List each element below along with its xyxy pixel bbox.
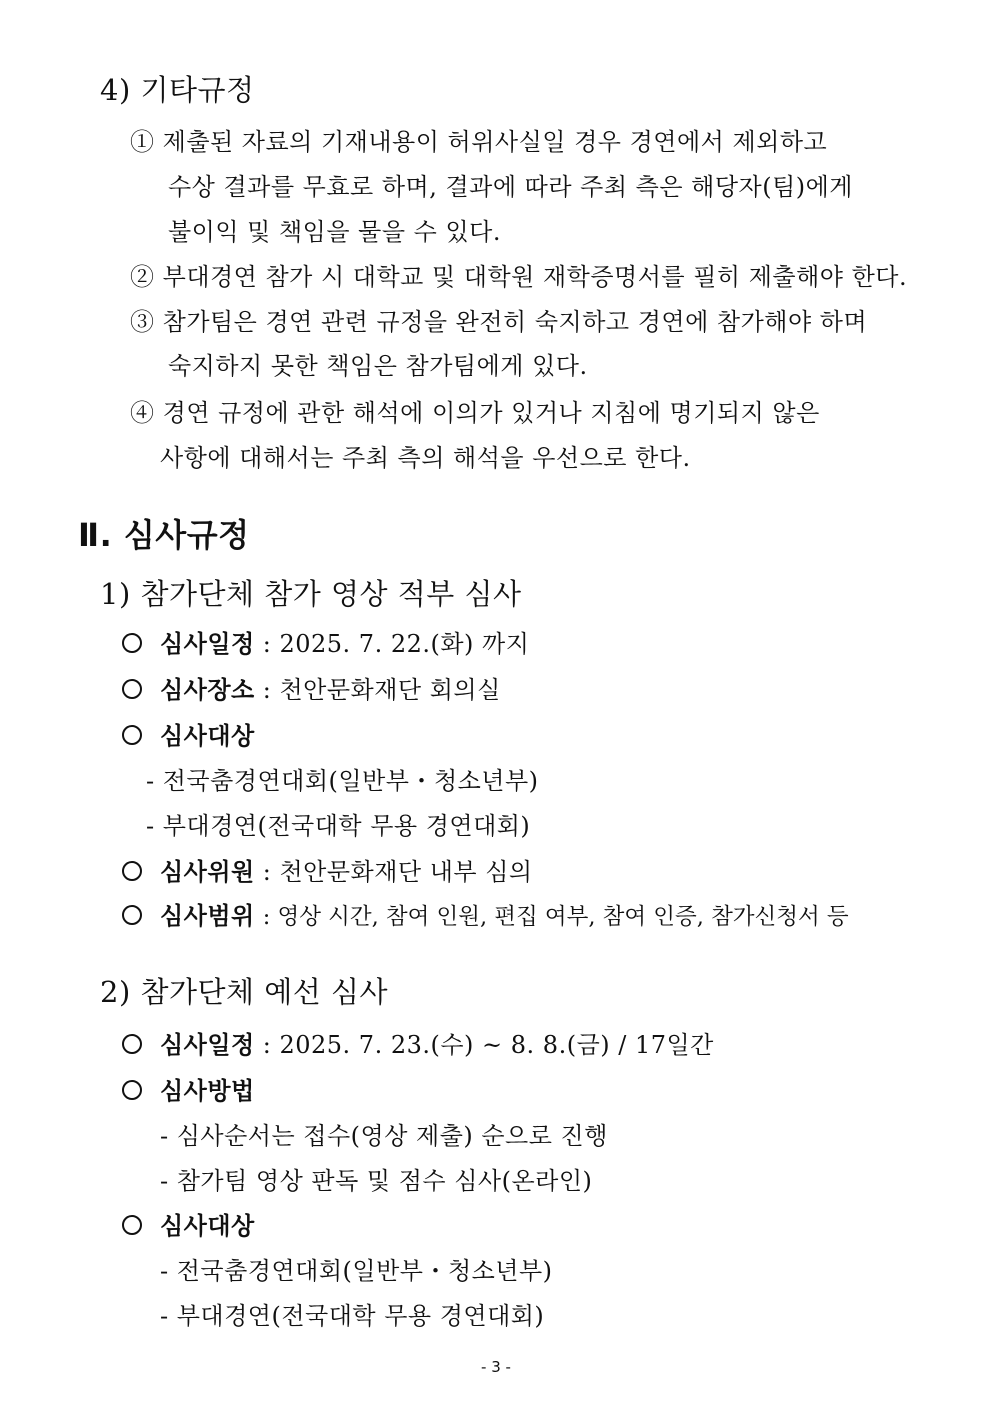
part1-committee-value: : 천안문화재단 내부 심의 xyxy=(262,858,533,886)
circle-bullet-icon xyxy=(122,861,142,881)
part2-target-label: 심사대상 xyxy=(160,1212,255,1240)
part2-method-label: 심사방법 xyxy=(160,1077,255,1105)
part1-venue-value: : 천안문화재단 회의실 xyxy=(262,676,501,704)
part1-venue-row xyxy=(122,670,501,705)
part1-scope-row xyxy=(122,896,849,931)
circle-bullet-icon xyxy=(122,1080,142,1100)
part1-venue-label: 심사장소 xyxy=(160,676,255,704)
part1-target-row xyxy=(122,716,255,751)
circle-bullet-icon xyxy=(122,1034,142,1054)
part1-target-item-1: - 전국춤경연대회(일반부・청소년부) xyxy=(146,767,539,795)
rule-1-line-2: 수상 결과를 무효로 하며, 결과에 따라 주최 측은 해당자(팀)에게 xyxy=(168,173,853,201)
circle-bullet-icon xyxy=(122,725,142,745)
part2-schedule-row xyxy=(122,1025,714,1060)
circle-bullet-icon xyxy=(122,905,142,925)
part1-heading: 1) 참가단체 참가 영상 적부 심사 xyxy=(100,577,522,611)
rule-4-line-1: ④ 경연 규정에 관한 해석에 이의가 있거나 지침에 명기되지 않은 xyxy=(130,399,820,427)
part2-method-item-2: - 참가팀 영상 판독 및 점수 심사(온라인) xyxy=(160,1167,593,1195)
part1-committee-row xyxy=(122,852,533,887)
review-rules-heading: Ⅱ. 심사규정 xyxy=(78,516,250,554)
part2-schedule-label: 심사일정 xyxy=(160,1031,255,1059)
circle-bullet-icon xyxy=(122,633,142,653)
part2-method-item-1: - 심사순서는 접수(영상 제출) 순으로 진행 xyxy=(160,1122,608,1150)
part1-schedule-label: 심사일정 xyxy=(160,630,255,658)
rule-3-line-2: 숙지하지 못한 책임은 참가팀에게 있다. xyxy=(168,352,588,380)
part1-schedule-row xyxy=(122,624,529,659)
part2-heading: 2) 참가단체 예선 심사 xyxy=(100,975,389,1009)
rule-3-line-1: ③ 참가팀은 경연 관련 규정을 완전히 숙지하고 경연에 참가해야 하며 xyxy=(130,308,868,336)
other-rules-heading: 4) 기타규정 xyxy=(100,73,255,107)
part1-scope-value: : 영상 시간, 참여 인원, 편집 여부, 참여 인증, 참가신청서 등 xyxy=(262,904,849,930)
rule-4-line-2: 사항에 대해서는 주최 측의 해석을 우선으로 한다. xyxy=(160,444,691,472)
part2-target-item-2: - 부대경연(전국대학 무용 경연대회) xyxy=(160,1302,545,1330)
part2-target-item-1: - 전국춤경연대회(일반부・청소년부) xyxy=(160,1257,553,1285)
part1-scope-label: 심사범위 xyxy=(160,902,255,930)
circle-bullet-icon xyxy=(122,1215,142,1235)
part1-committee-label: 심사위원 xyxy=(160,858,255,886)
rule-1-line-3: 불이익 및 책임을 물을 수 있다. xyxy=(168,218,501,246)
rule-1-line-1: ① 제출된 자료의 기재내용이 허위사실일 경우 경연에서 제외하고 xyxy=(130,128,828,156)
part2-schedule-value: : 2025. 7. 23.(수) ~ 8. 8.(금) / 17일간 xyxy=(262,1031,714,1059)
part1-target-item-2: - 부대경연(전국대학 무용 경연대회) xyxy=(146,812,531,840)
circle-bullet-icon xyxy=(122,679,142,699)
part2-method-row xyxy=(122,1071,255,1106)
rule-2-line-1: ② 부대경연 참가 시 대학교 및 대학원 재학증명서를 필히 제출해야 한다. xyxy=(130,263,908,291)
page-number: - 3 - xyxy=(481,1358,511,1376)
part2-target-row xyxy=(122,1206,255,1241)
part1-target-label: 심사대상 xyxy=(160,722,255,750)
part1-schedule-value: : 2025. 7. 22.(화) 까지 xyxy=(262,630,530,658)
